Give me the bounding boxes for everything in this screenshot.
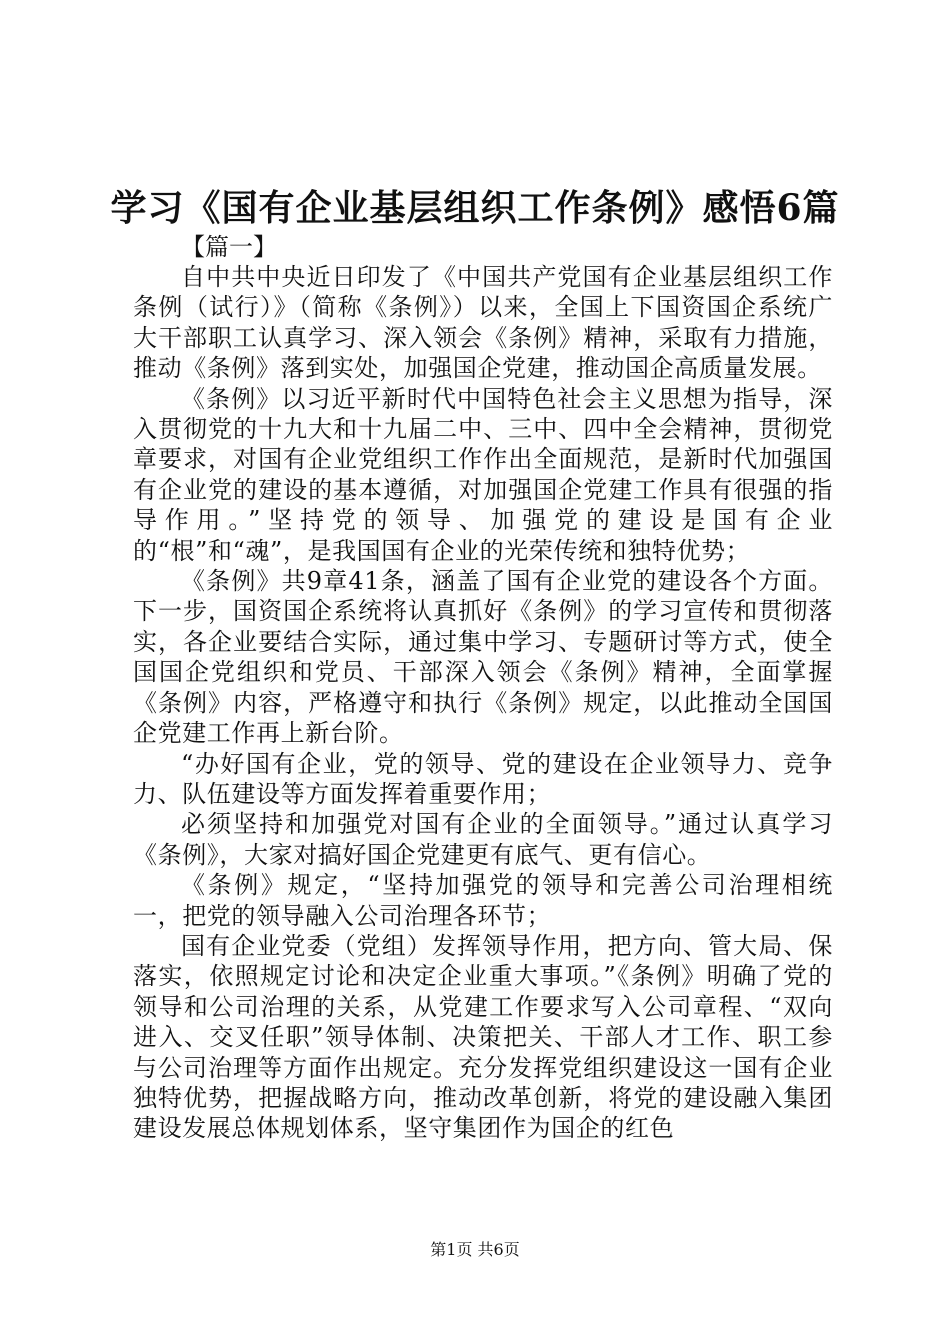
paragraph-4: “办好国有企业，党的领导、党的建设在企业领导力、竞争力、队伍建设等方面发挥着重要作用； xyxy=(133,749,833,808)
paragraph-7: 国有企业党委（党组）发挥领导作用，把方向、管大局、保落实，依照规定讨论和决定企业重大事项。”《条例》明确了党的领导和公司治理的关系，从党建工作要求写入公司章程、“双向进入、交叉任职”领导体制、决策把关、干部人才工作、职工参与公司治理等方面作出规定。充分发挥党组织建设这一国有企业独特优势，把握战略方向，推动改革创新，将党的建设融入集团建设发展总体规划体系，坚守集团作为国企的红色 xyxy=(133,931,833,1143)
paragraph-2: 《条例》以习近平新时代中国特色社会主义思想为指导，深入贯彻党的十九大和十九届二中、三中、四中全会精神，贯彻党章要求，对国有企业党组织工作作出全面规范，是新时代加强国有企业党的建设的基本遵循，对加强国企党建工作具有很强的指导作用。”坚持党的领导、加强党的建设是国有企业的“根”和“魂”，是我国国有企业的光荣传统和独特优势； xyxy=(133,384,833,565)
paragraph-5: 必须坚持和加强党对国有企业的全面领导。”通过认真学习《条例》，大家对搞好国企党建更有底气、更有信心。 xyxy=(133,810,833,869)
paragraph-6: 《条例》规定，“坚持加强党的领导和完善公司治理相统一，把党的领导融入公司治理各环节； xyxy=(133,871,833,930)
paragraph-3: 《条例》共9章41条，涵盖了国有企业党的建设各个方面。下一步，国资国企系统将认真抓好《条例》的学习宣传和贯彻落实，各企业要结合实际，通过集中学习、专题研讨等方式，使全国国企党组织和党员、干部深入领会《条例》精神，全面掌握《条例》内容，严格遵守和执行《条例》规定，以此推动全国国企党建工作再上新台阶。 xyxy=(133,567,833,748)
document-body xyxy=(133,232,833,1144)
page-footer: 第1页 共6页 xyxy=(430,1240,520,1259)
section-label: 【篇一】 xyxy=(181,233,277,261)
paragraph-1: 自中共中央近日印发了《中国共产党国有企业基层组织工作条例（试行）》（简称《条例》）以来，全国上下国资国企系统广大干部职工认真学习、深入领会《条例》精神，采取有力措施，推动《条例》落到实处，加强国企党建，推动国企高质量发展。 xyxy=(133,263,833,383)
document-title: 学习《国有企业基层组织工作条例》感悟6篇 xyxy=(110,187,840,229)
